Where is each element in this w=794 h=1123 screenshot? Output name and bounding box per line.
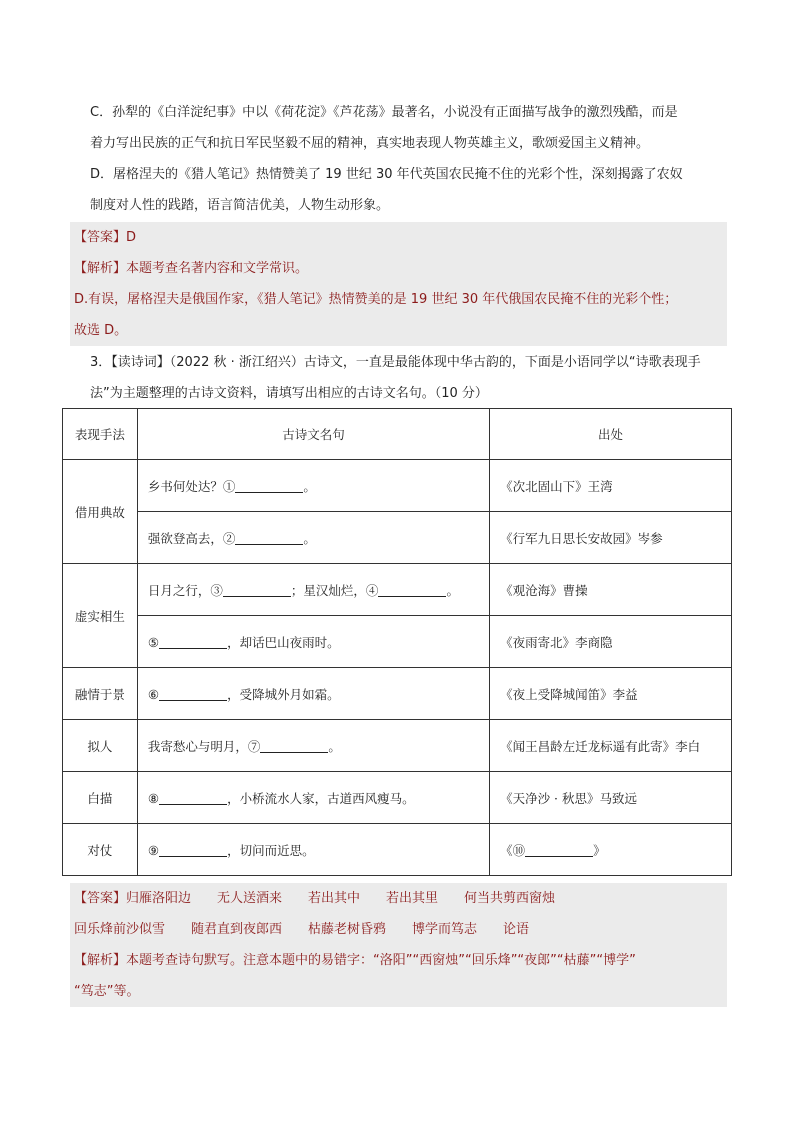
question3-line1: 3．【读诗词】（2022 秋 · 浙江绍兴）古诗文，一直是最能体现中华古韵的，下面是小语同学以“诗歌表现手	[90, 355, 701, 370]
answer-blank[interactable]	[235, 530, 303, 545]
source-cell: 《观沧海》曹操	[490, 564, 732, 616]
answer3-line1: 归雁洛阳边 无人送酒来 若出其中 若出其里 何当共剪西窗烛	[126, 891, 556, 906]
question3-line2: 法”为主题整理的古诗文资料，请填写出相应的古诗文名句。（10 分）	[90, 386, 488, 401]
source-cell: 《⑩ 》	[490, 824, 732, 876]
category-cell: 借用典故	[63, 460, 138, 564]
table-row	[63, 824, 732, 876]
table-row	[63, 564, 732, 616]
answer-blank[interactable]	[159, 790, 227, 805]
poem-line: 我寄愁心与明月，⑦ 。	[137, 720, 489, 772]
poem-line: 日月之行，③ ；星汉灿烂，④ 。	[137, 564, 489, 616]
category-cell: 对仗	[63, 824, 138, 876]
answer2-block	[70, 222, 727, 346]
table-row	[63, 668, 732, 720]
analysis-text: 本题考查名著内容和文学常识。	[126, 261, 309, 276]
table-header-row	[63, 409, 732, 460]
answer-blank[interactable]	[159, 634, 227, 649]
poem-line: ⑥ ，受降城外月如霜。	[137, 668, 489, 720]
table-row	[63, 720, 732, 772]
header-line: 古诗文名句	[137, 409, 489, 460]
analysis3-line2: “笃志”等。	[74, 984, 140, 999]
answer-blank[interactable]	[159, 686, 227, 701]
category-cell: 虚实相生	[63, 564, 138, 668]
poem-line: ⑧ ，小桥流水人家，古道西风瘦马。	[137, 772, 489, 824]
table-row	[63, 772, 732, 824]
answer3-line2: 回乐烽前沙似雪 随君直到夜郎西 枯藤老树昏鸦 博学而笃志 论语	[74, 922, 530, 937]
answer-blank[interactable]	[159, 842, 227, 857]
poem-table	[62, 408, 732, 876]
header-technique: 表现手法	[63, 409, 138, 460]
answer-blank[interactable]	[260, 738, 328, 753]
table-row	[63, 616, 732, 668]
question3	[90, 347, 701, 409]
table-row	[63, 460, 732, 512]
answer-blank[interactable]	[378, 582, 446, 597]
source-cell: 《次北固山下》王湾	[490, 460, 732, 512]
option-c-line2: 着力写出民族的正气和抗日军民坚毅不屈的精神，真实地表现人物英雄主义，歌颂爱国主义精神。	[90, 136, 650, 151]
analysis-tag: 【解析】	[74, 953, 127, 968]
option-d-line2: 制度对人性的践踏，语言简洁优美，人物生动形象。	[90, 198, 390, 213]
category-cell: 融情于景	[63, 668, 138, 720]
answer-blank[interactable]	[235, 478, 303, 493]
table-row	[63, 512, 732, 564]
poem-line: 强欲登高去，② 。	[137, 512, 489, 564]
source-cell: 《行军九日思长安故园》岑参	[490, 512, 732, 564]
category-cell: 拟人	[63, 720, 138, 772]
option-c	[90, 97, 730, 159]
analysis3-line1: 本题考查诗句默写。注意本题中的易错字：“洛阳”“西窗烛”“回乐烽”“夜郎”“枯藤”“博学”	[126, 953, 636, 968]
analysis-tag: 【解析】	[74, 261, 127, 276]
answer-blank[interactable]	[525, 842, 593, 857]
answer-value: D	[126, 230, 137, 245]
category-cell: 白描	[63, 772, 138, 824]
source-cell: 《夜雨寄北》李商隐	[490, 616, 732, 668]
analysis-conclusion: 故选 D。	[74, 323, 128, 338]
poem-line: ⑨ ，切问而近思。	[137, 824, 489, 876]
answer-tag: 【答案】	[74, 230, 127, 245]
answer-tag: 【答案】	[74, 891, 127, 906]
source-cell: 《闻王昌龄左迁龙标遥有此寄》李白	[490, 720, 732, 772]
poem-line: ⑤ ，却话巴山夜雨时。	[137, 616, 489, 668]
source-cell: 《天净沙 · 秋思》马致远	[490, 772, 732, 824]
analysis-detail: D.有误，屠格涅夫是俄国作家，《猎人笔记》热情赞美的是 19 世纪 30 年代俄国农民掩不住的光彩个性；	[74, 292, 678, 307]
option-d-line1: D．屠格涅夫的《猎人笔记》热情赞美了 19 世纪 30 年代英国农民掩不住的光彩个性，深刻揭露了农奴	[90, 167, 683, 182]
option-c-line1: C．孙犁的《白洋淀纪事》中以《荷花淀》《芦花荡》最著名，小说没有正面描写战争的激烈残酷，而是	[90, 105, 678, 120]
poem-line: 乡书何处达？① 。	[137, 460, 489, 512]
answer-blank[interactable]	[223, 582, 291, 597]
header-source: 出处	[490, 409, 732, 460]
source-cell: 《夜上受降城闻笛》李益	[490, 668, 732, 720]
answer3-block	[70, 883, 727, 1007]
option-d	[90, 159, 730, 221]
